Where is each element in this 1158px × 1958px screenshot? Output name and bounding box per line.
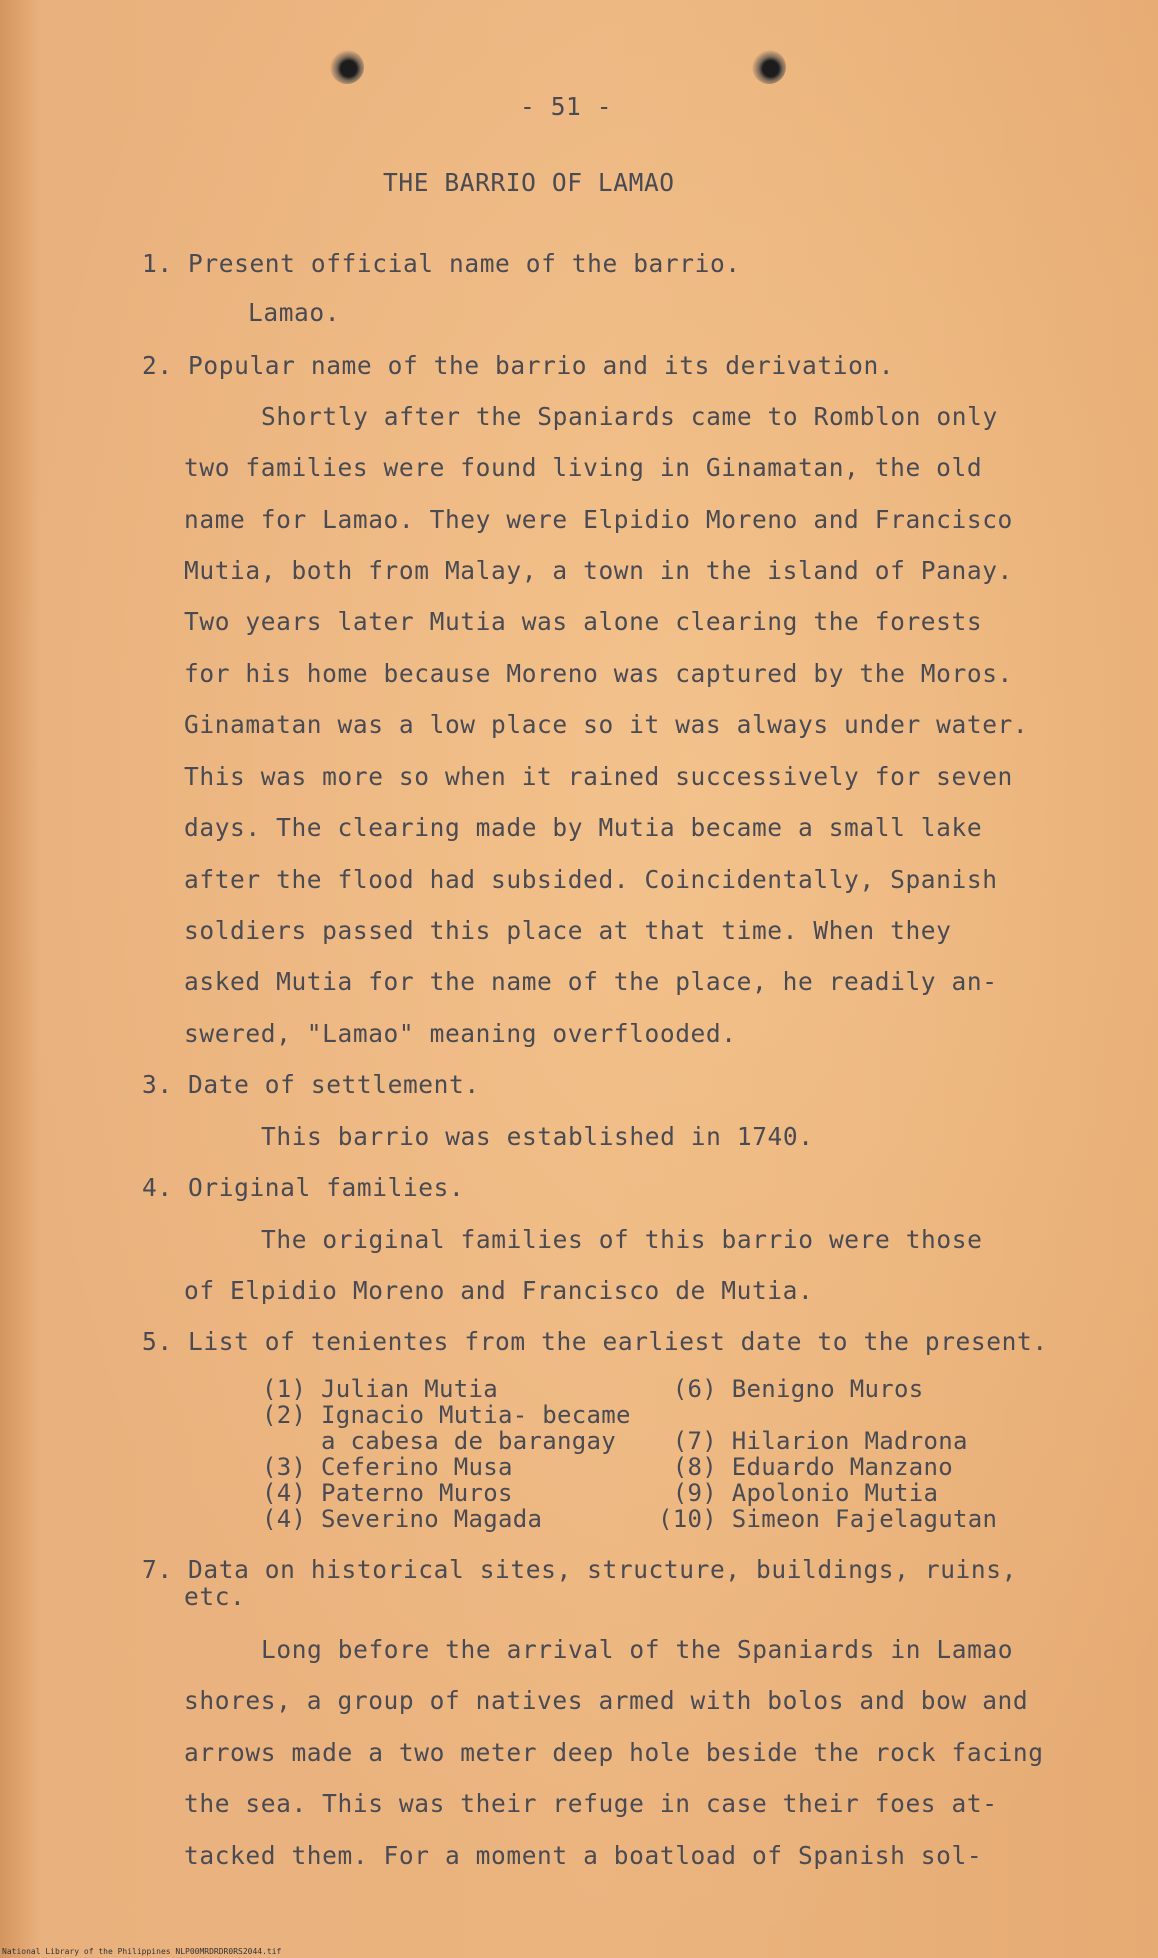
teniente-list-item: a cabesa de barangay — [262, 1427, 616, 1455]
punch-hole-left — [330, 50, 364, 84]
teniente-list-item: (9) Apolonio Mutia — [658, 1479, 939, 1507]
item-2-line: swered, "Lamao" meaning overflooded. — [184, 1019, 737, 1048]
item-7-heading: 7. Data on historical sites, structure, buildings, ruins, — [142, 1555, 1017, 1584]
archive-footer: National Library of the Philippines NLP00MRDRDR0RS2044.tif — [2, 1947, 282, 1956]
item-4-line: of Elpidio Moreno and Francisco de Mutia. — [184, 1276, 814, 1305]
item-2-line: two families were found living in Ginamatan, the old — [184, 453, 983, 482]
item-2-line: for his home because Moreno was captured by the Moros. — [184, 659, 1013, 688]
teniente-list-item: (7) Hilarion Madrona — [658, 1427, 968, 1455]
item-5-heading: 5. List of tenientes from the earliest date to the present. — [142, 1327, 1048, 1356]
item-2-line: asked Mutia for the name of the place, he readily an- — [184, 967, 998, 996]
item-2-heading: 2. Popular name of the barrio and its derivation. — [142, 351, 895, 380]
item-2-line: Ginamatan was a low place so it was always under water. — [184, 710, 1029, 739]
item-4-heading: 4. Original families. — [142, 1173, 465, 1202]
teniente-list-item: (6) Benigno Muros — [658, 1375, 924, 1403]
item-2-line: Mutia, both from Malay, a town in the island of Panay. — [184, 556, 1013, 585]
item-7-heading-cont: etc. — [184, 1582, 246, 1611]
teniente-list-item: (3) Ceferino Musa — [262, 1453, 513, 1481]
item-1-heading: 1. Present official name of the barrio. — [142, 249, 741, 278]
punch-hole-right — [752, 50, 786, 84]
item-2-line: soldiers passed this place at that time. When they — [184, 916, 952, 945]
item-2-line: Shortly after the Spaniards came to Romblon only — [261, 402, 998, 431]
item-2-line: Two years later Mutia was alone clearing the forests — [184, 607, 983, 636]
item-4-line: The original families of this barrio were those — [261, 1225, 983, 1254]
item-7-line: Long before the arrival of the Spaniards in Lamao — [261, 1635, 1014, 1664]
item-1-answer: Lamao. — [248, 298, 341, 327]
item-7-line: arrows made a two meter deep hole beside the rock facing — [184, 1738, 1044, 1767]
teniente-list-item: (4) Paterno Muros — [262, 1479, 513, 1507]
teniente-list-item: (10) Simeon Fajelagutan — [658, 1505, 998, 1533]
item-2-line: name for Lamao. They were Elpidio Moreno and Francisco — [184, 505, 1013, 534]
item-2-line: after the flood had subsided. Coincidentally, Spanish — [184, 865, 998, 894]
page-number: - 51 - — [520, 92, 613, 121]
teniente-list-item: (1) Julian Mutia — [262, 1375, 498, 1403]
item-3-answer: This barrio was established in 1740. — [261, 1122, 814, 1151]
teniente-list-item: (2) Ignacio Mutia- became — [262, 1401, 631, 1429]
item-2-line: This was more so when it rained successively for seven — [184, 762, 1013, 791]
teniente-list-item: (8) Eduardo Manzano — [658, 1453, 953, 1481]
item-7-line: shores, a group of natives armed with bolos and bow and — [184, 1686, 1029, 1715]
item-7-line: the sea. This was their refuge in case their foes at- — [184, 1789, 998, 1818]
item-3-heading: 3. Date of settlement. — [142, 1070, 480, 1099]
page-title: THE BARRIO OF LAMAO — [383, 168, 675, 197]
item-2-line: days. The clearing made by Mutia became a small lake — [184, 813, 983, 842]
teniente-list-item: (4) Severino Magada — [262, 1505, 543, 1533]
item-7-line: tacked them. For a moment a boatload of Spanish sol- — [184, 1841, 983, 1870]
